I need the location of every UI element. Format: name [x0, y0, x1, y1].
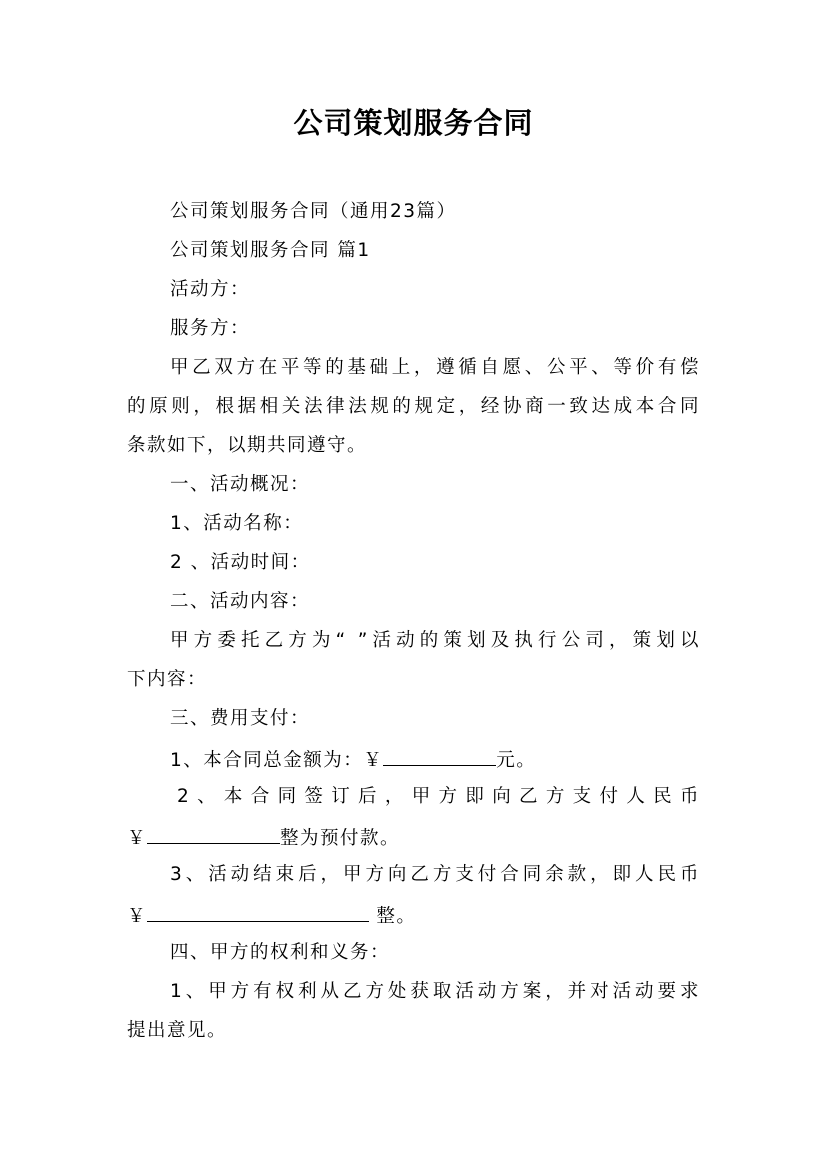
- amount-blank: [147, 901, 369, 922]
- prepayment-line: [127, 823, 700, 852]
- body-line: 下内容：: [127, 669, 208, 690]
- balance-line: [127, 901, 700, 930]
- amount-blank: [147, 823, 280, 844]
- body-line: 2、本合同签订后，甲方即向乙方支付人民币: [177, 786, 700, 807]
- payment-total-label: 1、本合同总金额为：￥: [170, 750, 384, 771]
- clause-item: 2 、活动时间：: [170, 552, 311, 573]
- clause-heading: 二、活动内容：: [170, 591, 311, 612]
- payment-total-line: [170, 745, 700, 774]
- currency-symbol: ￥: [127, 906, 148, 927]
- document-title: 公司策划服务合同: [293, 106, 534, 140]
- body-line: 提出意见。: [127, 1020, 228, 1041]
- clause-item: 1、活动名称：: [170, 513, 304, 534]
- currency-unit: 元。: [496, 750, 537, 771]
- body-line: 3、活动结束后，甲方向乙方支付合同余款，即人民币: [170, 864, 700, 885]
- balance-text: 整。: [376, 906, 417, 927]
- party-service-label: 服务方：: [170, 318, 251, 339]
- clause-heading: 四、甲方的权利和义务：: [170, 942, 391, 963]
- body-line: 甲乙双方在平等的基础上，遵循自愿、公平、等价有偿: [170, 357, 700, 378]
- section-heading: 公司策划服务合同 篇1: [170, 240, 371, 261]
- amount-blank: [383, 745, 496, 766]
- body-line: 1、甲方有权利从乙方处获取活动方案，并对活动要求: [170, 981, 700, 1002]
- body-line: 甲方委托乙方为“ ”活动的策划及执行公司，策划以: [170, 630, 700, 651]
- party-activity-label: 活动方：: [170, 279, 251, 300]
- clause-heading: 一、活动概况：: [170, 474, 311, 495]
- subtitle: 公司策划服务合同（通用23篇）: [170, 201, 457, 222]
- body-line: 条款如下，以期共同遵守。: [127, 435, 368, 456]
- clause-heading: 三、费用支付：: [170, 708, 311, 729]
- currency-symbol: ￥: [127, 828, 148, 849]
- prepayment-text: 整为预付款。: [280, 828, 401, 849]
- body-line: 的原则，根据相关法律法规的规定，经协商一致达成本合同: [127, 396, 700, 417]
